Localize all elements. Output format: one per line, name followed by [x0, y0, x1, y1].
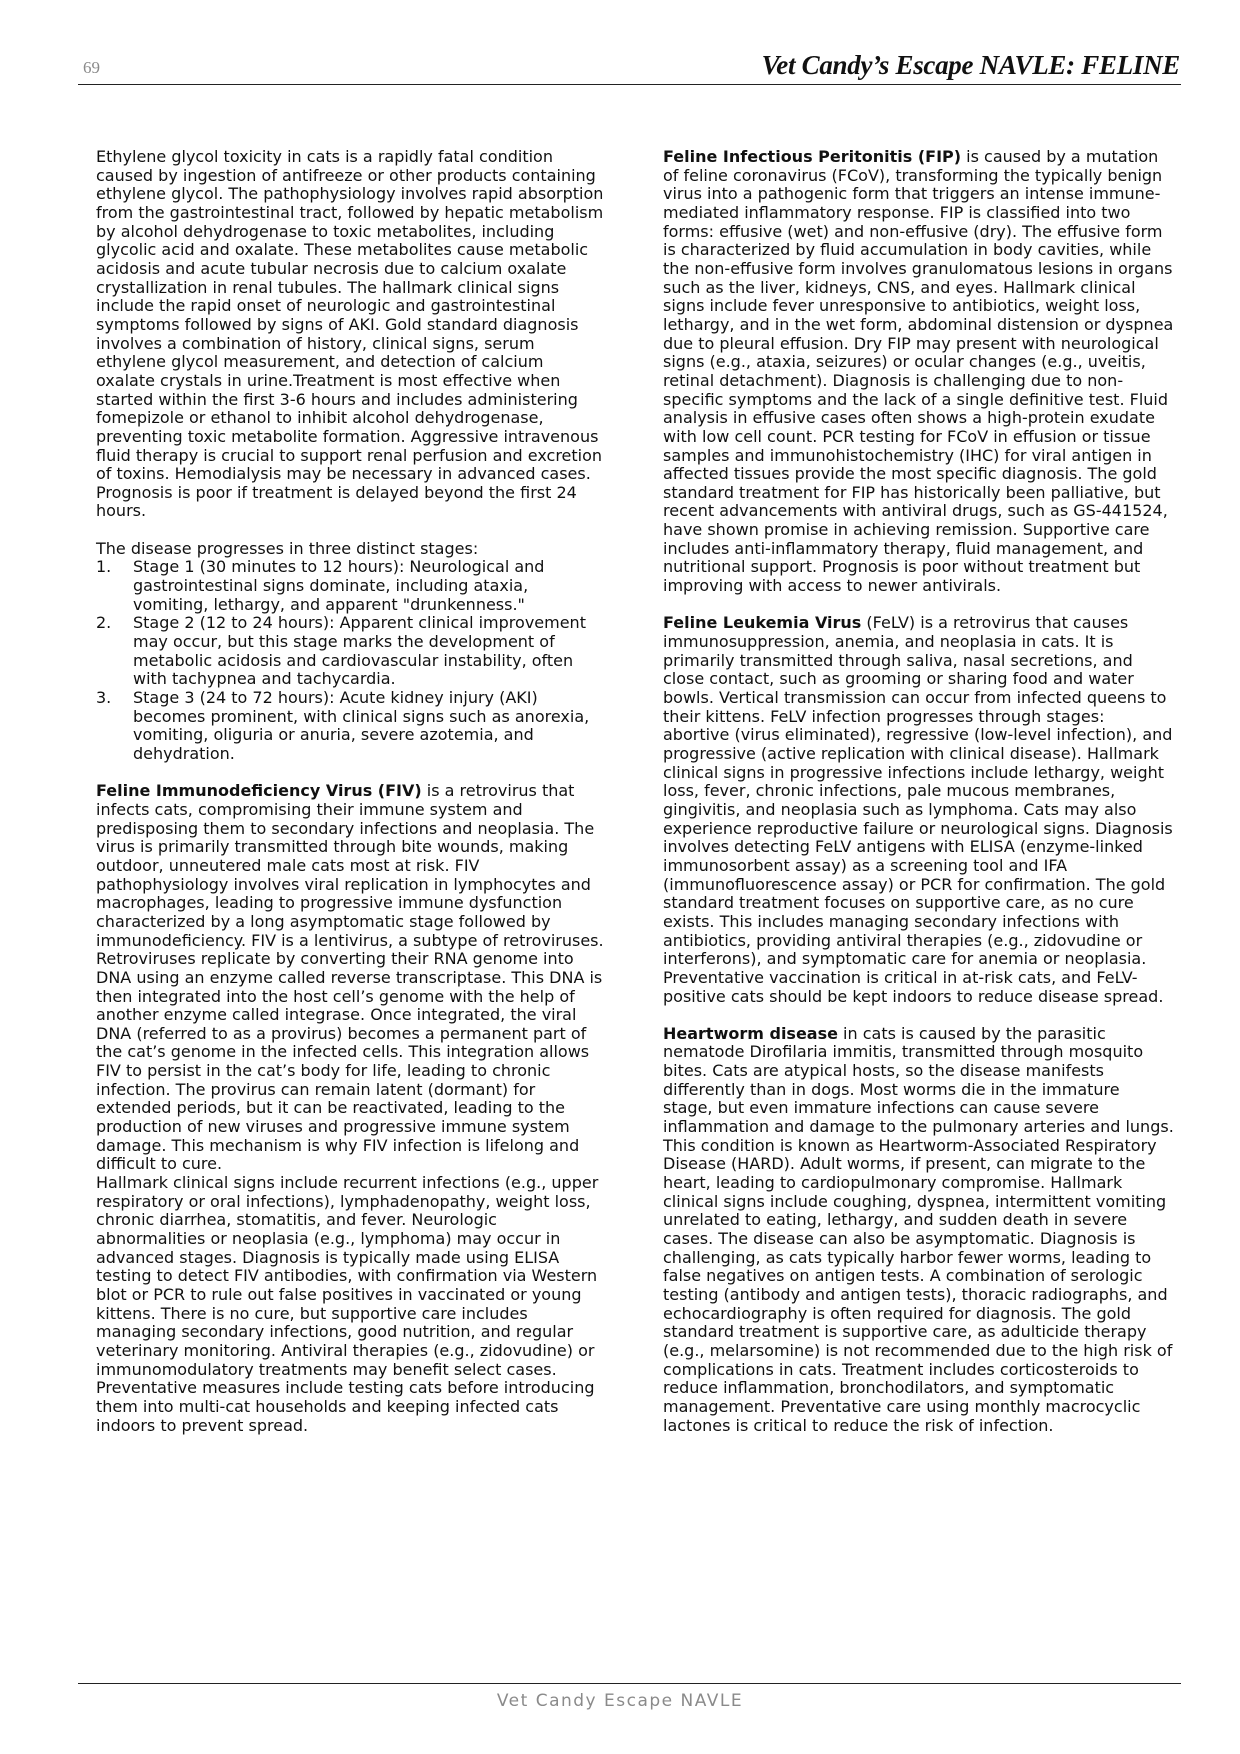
fip-heading: Feline Infectious Peritonitis (FIP) [663, 147, 962, 166]
footer-text: Vet Candy Escape NAVLE [496, 1691, 744, 1711]
heartworm-paragraph [663, 1025, 1174, 1435]
stage-text: Stage 2 (12 to 24 hours): Apparent clinical improvement may occur, but this stage marks the development of metabolic acidosis and cardiovascular instability, often with tachypnea and tachycardia. [133, 613, 586, 689]
running-title: Vet Candy’s Escape NAVLE: FELINE [761, 50, 1180, 80]
felv-text: (FeLV) is a retrovirus that causes immunosuppression, anemia, and neoplasia in cats. It is primarily transmitted through saliva, nasal secretions, and close contact, such as grooming or sharing food and water bowls. Vertical transmission can occur from infected queens to their kittens. FeLV infection progresses through stages: abortive (virus eliminated), regressive (low-level infection), and progressive (active replication with clinical disease). Hallmark clinical signs in progressive infections include lethargy, weight loss, fever, chronic infections, pale mucous membranes, gingivitis, and neoplasia such as lymphoma. Cats may also experience reproductive failure or neurological signs. Diagnosis involves detecting FeLV antigens with ELISA (enzyme-linked immunosorbent assay) as a screening tool and IFA (immunofluorescence assay) or PCR for confirmation. The gold standard treatment focuses on supportive care, as no cure exists. This includes managing secondary infections with antibiotics, providing antiviral therapies (e.g., zidovudine or interferons), and symptomatic care for anemia or neoplasia. Preventative vaccination is critical in at-risk cats, and FeLV-positive cats should be kept indoors to reduce disease spread. [663, 613, 1173, 1006]
fiv-signs-paragraph: Hallmark clinical signs include recurrent infections (e.g., upper respiratory or oral infections), lymphadenopathy, weight loss, chronic diarrhea, stomatitis, and fever. Neurologic abnormalities or neoplasia (e.g., lymphoma) may occur in advanced stages. Diagnosis is typically made using ELISA testing to detect FIV antibodies, with confirmation via Western blot or PCR to rule out false positives in vaccinated or young kittens. There is no cure, but supportive care includes managing secondary infections, good nutrition, and regular veterinary monitoring. Antiviral therapies (e.g., zidovudine) or immunomodulatory treatments may benefit select cases. Preventative measures include testing cats before introducing them into multi-cat households and keeping infected cats indoors to prevent spread. [96, 1173, 599, 1435]
footer-rule [78, 1683, 1181, 1684]
fiv-paragraph [96, 782, 607, 1174]
stage-number: 3. [96, 688, 112, 708]
fip-text: is caused by a mutation of feline coronavirus (FCoV), transforming the typically benign virus into a pathogenic form that triggers an intense immune-mediated inflammatory response. FIP is classified into two forms: effusive (wet) and non-effusive (dry). The effusive form is characterized by fluid accumulation in body cavities, while the non-effusive form involves granulomatous lesions in organs such as the liver, kidneys, CNS, and eyes. Hallmark clinical signs include fever unresponsive to antibiotics, weight loss, lethargy, and in the wet form, abdominal distension or dyspnea due to pleural effusion. Dry FIP may present with neurological signs (e.g., ataxia, seizures) or ocular changes (e.g., uveitis, retinal detachment). Diagnosis is challenging due to non-specific symptoms and the lack of a single definitive test. Fluid analysis in effusive cases often shows a high-protein exudate with low cell count. PCR testing for FCoV in effusion or tissue samples and immunohistochemistry (IHC) for viral antigen in affected tissues provide the most specific diagnosis. The gold standard treatment for FIP has historically been palliative, but recent advancements with antiviral drugs, such as GS-441524, have shown promise in achieving remission. Supportive care includes anti-inflammatory therapy, fluid management, and nutritional support. Prognosis is poor without treatment but improving with access to newer antivirals. [663, 147, 1174, 596]
stage-text: Stage 1 (30 minutes to 12 hours): Neurological and gastrointestinal signs dominate, including ataxia, vomiting, lethargy, and apparent "drunkenness." [133, 557, 545, 614]
heartworm-heading: Heartworm disease [663, 1023, 838, 1043]
right-column [663, 148, 1174, 1454]
list-item [96, 558, 607, 614]
list-item [96, 614, 607, 689]
left-column [96, 148, 607, 1454]
stages-intro: The disease progresses in three distinct stages: [96, 538, 479, 558]
fiv-heading: Feline Immunodeficiency Virus (FIV) [96, 781, 422, 801]
ethylene-glycol-paragraph: Ethylene glycol toxicity in cats is a rapidly fatal condition caused by ingestion of antifreeze or other products containing ethylene glycol. The pathophysiology involves rapid absorption from the gastrointestinal tract, followed by hepatic metabolism by alcohol dehydrogenase to toxic metabolites, including glycolic acid and oxalate. These metabolites cause metabolic acidosis and acute tubular necrosis due to calcium oxalate crystallization in renal tubules. The hallmark clinical signs include the rapid onset of neurologic and gastrointestinal symptoms followed by signs of AKI. Gold standard diagnosis involves a combination of history, clinical signs, serum ethylene glycol measurement, and detection of calcium oxalate crystals in urine.Treatment is most effective when started within the first 3-6 hours and includes administering fomepizole or ethanol to inhibit alcohol dehydrogenase, preventing toxic metabolite formation. Aggressive intravenous fluid therapy is crucial to support renal perfusion and excretion of toxins. Hemodialysis may be necessary in advanced cases. Prognosis is poor if treatment is delayed beyond the first 24 hours. [96, 147, 604, 521]
felv-paragraph [663, 614, 1174, 1006]
page-number: 69 [83, 58, 100, 77]
heartworm-text: in cats is caused by the parasitic nematode Dirofilaria immitis, transmitted through mosquito bites. Cats are atypical hosts, so the disease manifests differently than in dogs. Most worms die in the immature stage, but even immature infections can cause severe inflammation and damage to the pulmonary arteries and lungs. This condition is known as Heartworm-Associated Respiratory Disease (HARD). Adult worms, if present, can migrate to the heart, leading to cardiopulmonary compromise. Hallmark clinical signs include coughing, dyspnea, intermittent vomiting unrelated to eating, lethargy, and sudden death in severe cases. The disease can also be asymptomatic. Diagnosis is challenging, as cats typically harbor fewer worms, leading to false negatives on antigen tests. A combination of serologic testing (antibody and antigen tests), thoracic radiographs, and echocardiography is often required for diagnosis. The gold standard treatment is supportive care, as adulticide therapy (e.g., melarsomine) is not recommended due to the high risk of complications in cats. Treatment includes corticosteroids to reduce inflammation, bronchodilators, and symptomatic management. Preventative care using monthly macrocyclic lactones is critical to reduce the risk of infection. [663, 1023, 1174, 1435]
stage-text: Stage 3 (24 to 72 hours): Acute kidney injury (AKI) becomes prominent, with clinical signs such as anorexia, vomiting, oliguria or anuria, severe azotemia, and dehydration. [133, 688, 590, 763]
header-rule [78, 84, 1181, 85]
stage-number: 2. [96, 613, 112, 633]
fiv-text: is a retrovirus that infects cats, compromising their immune system and predisposing them to secondary infections and neoplasia. The virus is primarily transmitted through bite wounds, making outdoor, unneutered male cats most at risk. FIV pathophysiology involves viral replication in lymphocytes and macrophages, leading to progressive immune dysfunction characterized by a long asymptomatic stage followed by immunodeficiency. FIV is a lentivirus, a subtype of retroviruses. Retroviruses replicate by converting their RNA genome into DNA using an enzyme called reverse transcriptase. This DNA is then integrated into the host cell’s genome with the help of another enzyme called integrase. Once integrated, the viral DNA (referred to as a provirus) becomes a permanent part of the cat’s genome in the infected cells. This integration allows FIV to persist in the cat’s body for life, leading to chronic infection. The provirus can remain latent (dormant) for extended periods, but it can be reactivated, leading to the production of new viruses and progressive immune system damage. This mechanism is why FIV infection is lifelong and difficult to cure. [96, 781, 604, 1174]
felv-heading: Feline Leukemia Virus [663, 613, 862, 633]
stage-number: 1. [96, 557, 112, 577]
stage-list [96, 558, 607, 763]
fip-paragraph [663, 148, 1174, 596]
list-item [96, 689, 607, 764]
